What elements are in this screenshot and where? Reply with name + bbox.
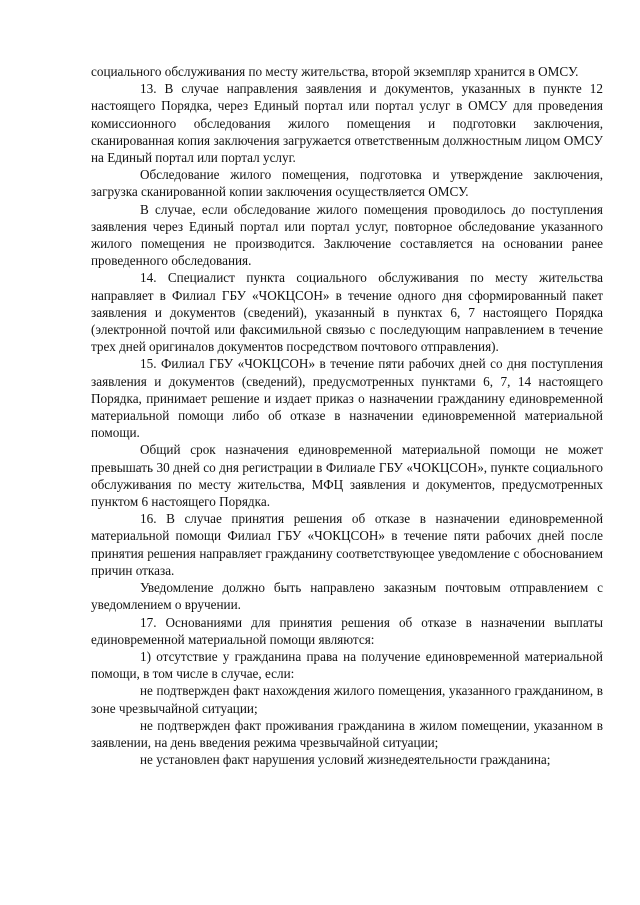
- paragraph: В случае, если обследование жилого помещения проводилось до поступления заявления через Единый портал или портал услуг, повторное обследование указанного жилого помещения не производится. Заключение составляется на основании ранее проведенного обследования.: [91, 201, 603, 269]
- paragraph: не подтвержден факт проживания гражданина в жилом помещении, указанном в заявлении, на день введения режима чрезвычайной ситуации;: [91, 717, 603, 750]
- paragraph: социального обслуживания по месту жительства, второй экземпляр хранится в ОМСУ.: [91, 64, 579, 79]
- paragraph: Обследование жилого помещения, подготовка и утверждение заключения, загрузка сканированной копии заключения осуществляется ОМСУ.: [91, 167, 603, 200]
- document-page: [91, 63, 603, 768]
- paragraph: не подтвержден факт нахождения жилого помещения, указанного гражданином, в зоне чрезвычайной ситуации;: [91, 683, 603, 716]
- paragraph: 15. Филиал ГБУ «ЧОКЦСОН» в течение пяти рабочих дней со дня поступления заявления и документов (сведений), предусмотренных пунктами 6, 7, 14 настоящего Порядка, принимает решение и издает приказ о назначении гражданину единовременной материальной помощи либо об отказе в назначении единовременной материальной помощи.: [91, 356, 603, 441]
- paragraph: 14. Специалист пункта социального обслуживания по месту жительства направляет в Филиал ГБУ «ЧОКЦСОН» в течение одного дня сформированный пакет заявления и документов (сведений), указанный в пунктах 6, 7 настоящего Порядка (электронной почтой или факсимильной связью с последующим направлением в течение трех дней оригиналов документов посредством почтового отправления).: [91, 270, 603, 355]
- paragraph: Общий срок назначения единовременной материальной помощи не может превышать 30 дней со дня регистрации в Филиале ГБУ «ЧОКЦСОН», пункте социального обслуживания по месту жительства, МФЦ заявления и документов, предусмотренных пунктом 6 настоящего Порядка.: [91, 442, 603, 510]
- paragraph: 17. Основаниями для принятия решения об отказе в назначении выплаты единовременной материальной помощи являются:: [91, 614, 603, 647]
- paragraph: не установлен факт нарушения условий жизнедеятельности гражданина;: [140, 752, 551, 768]
- paragraph: 13. В случае направления заявления и документов, указанных в пункте 12 настоящего Порядка, через Единый портал или портал услуг в ОМСУ для проведения комиссионного обследования жилого помещения и подготовки заключения, сканированная копия заключения загружается ответственным должностным лицом ОМСУ на Единый портал или портал услуг.: [91, 81, 603, 166]
- paragraph: Уведомление должно быть направлено заказным почтовым отправлением с уведомлением о вручении.: [91, 580, 603, 613]
- paragraph: 16. В случае принятия решения об отказе в назначении единовременной материальной помощи Филиал ГБУ «ЧОКЦСОН» в течение пяти рабочих дней после принятия решения направляет гражданину соответствующее уведомление с обоснованием причин отказа.: [91, 511, 603, 578]
- paragraph: 1) отсутствие у гражданина права на получение единовременной материальной помощи, в том числе в случае, если:: [91, 648, 603, 682]
